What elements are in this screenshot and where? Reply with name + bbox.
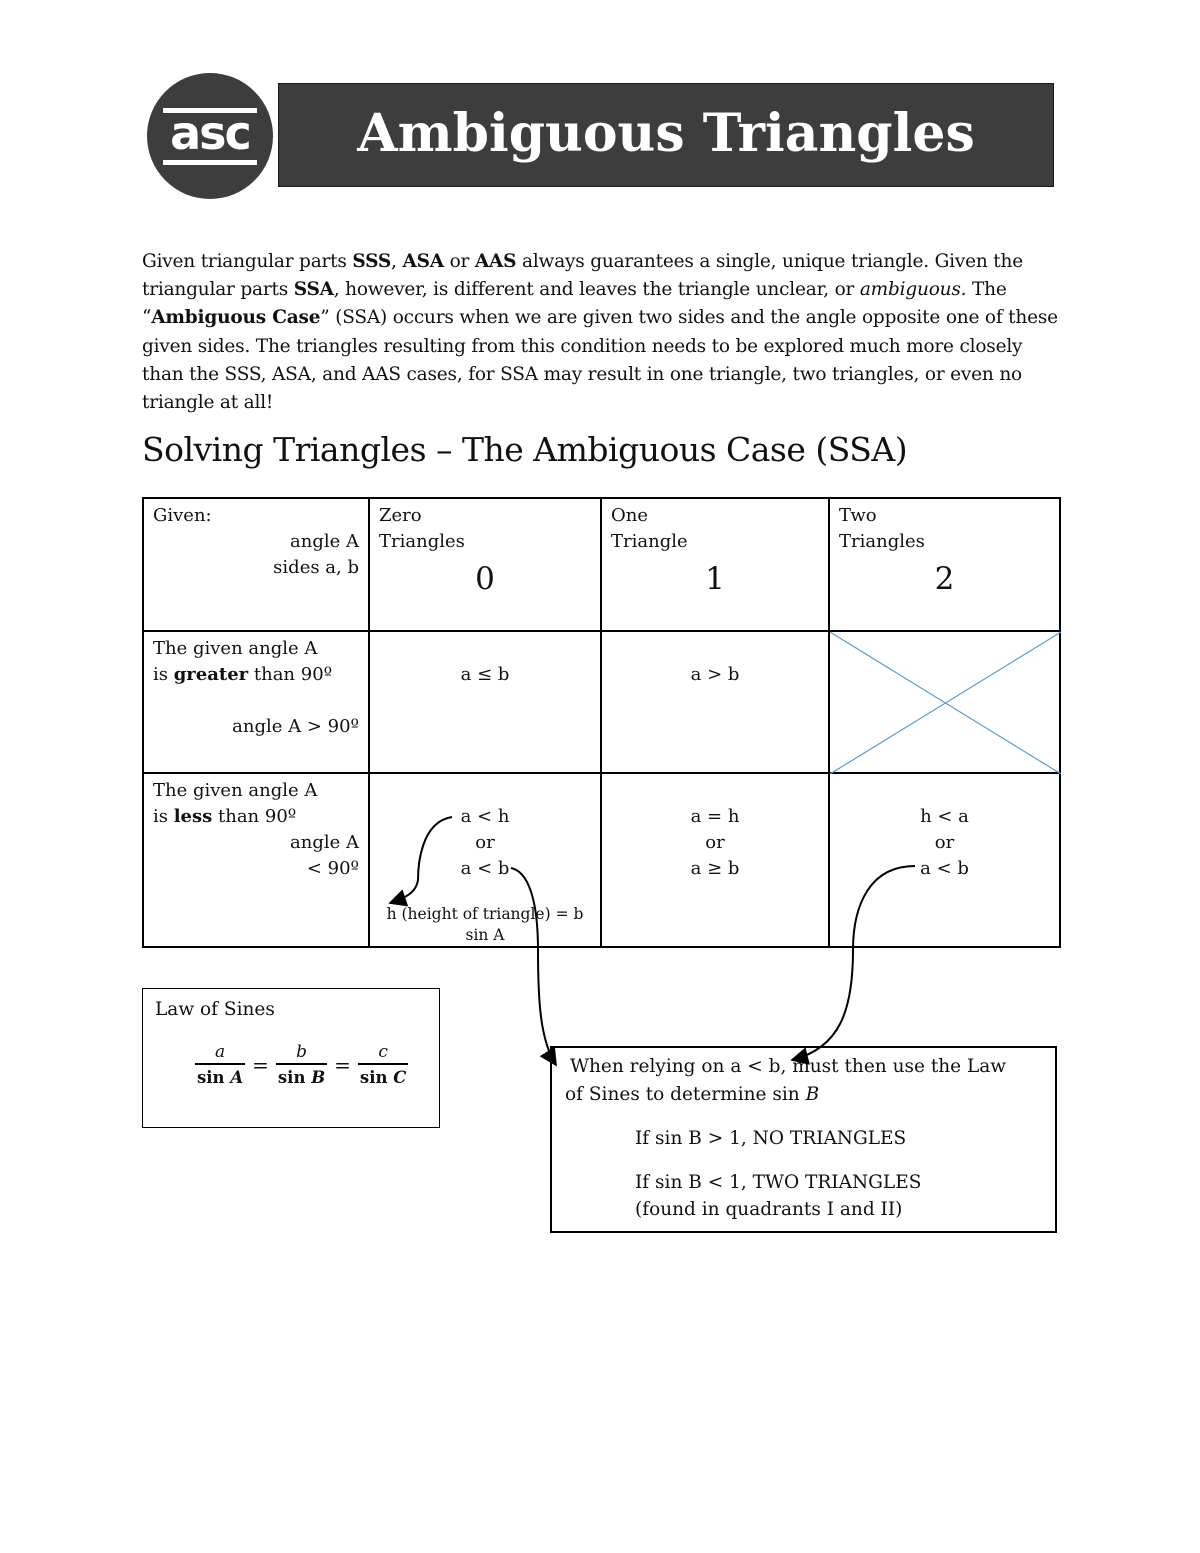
sin-fn: sin — [197, 1068, 231, 1087]
intro-text: or — [443, 251, 475, 272]
condition-one: a > b — [690, 664, 740, 685]
note-text: of Sines to determine sin — [565, 1084, 806, 1105]
condition-zero: a < b — [460, 858, 510, 879]
condition-zero: a < h — [460, 806, 510, 827]
row-label: The given angle A — [153, 638, 318, 659]
condition-two: a < b — [920, 858, 969, 879]
row-condition: angle A > 90º — [232, 716, 359, 737]
intro-text: Given triangular parts — [142, 251, 353, 272]
given-angle: angle A — [290, 531, 359, 552]
row-label-text: is — [153, 664, 174, 685]
condition-two: or — [934, 832, 955, 853]
sin-fn: sin — [277, 1068, 312, 1087]
note-var: B — [805, 1084, 820, 1105]
intro-text: ” (SSA) occurs when we are given two sides and the angle opposite one of these given sides. The triangles resulting from this condition needs to be explored much more closely than the SSS, ASA, and AAS cases, for SSA may result in one triangle, two triangles, or even no triangle at all! — [142, 307, 1058, 414]
row-condition: < 90º — [306, 858, 359, 879]
arrow-two-to-note — [792, 866, 915, 1060]
intro-text: The “ — [142, 279, 1007, 329]
height-note-line: h (height of triangle) = b — [386, 905, 584, 923]
numerator: a — [214, 1042, 226, 1062]
header-label: One — [611, 505, 649, 526]
given-label: Given: — [153, 505, 212, 526]
section-heading: Solving Triangles – The Ambiguous Case (SSA) — [142, 430, 908, 469]
angle-var: B — [311, 1068, 326, 1087]
note-case-quadrants: (found in quadrants I and II) — [635, 1199, 903, 1220]
condition-one: a ≥ b — [690, 858, 740, 879]
intro-text: , however, is different and leaves the triangle unclear, or — [333, 279, 860, 301]
arrow-zero-to-note — [511, 868, 556, 1065]
row-condition: angle A — [290, 832, 359, 853]
sin-fn: sin — [359, 1068, 394, 1087]
header-label: Two — [839, 505, 877, 526]
law-of-sines-label: Law of Sines — [155, 999, 275, 1020]
header-label: Triangles — [379, 531, 465, 552]
arrow-to-height-note — [390, 817, 452, 903]
header-label: Triangles — [839, 531, 925, 552]
numerator: b — [296, 1042, 307, 1062]
note-line: When relying on a < b, must then use the Law — [570, 1056, 1007, 1077]
intro-bold-aas: AAS — [474, 251, 517, 272]
row-label: The given angle A — [153, 780, 318, 801]
header-label: Zero — [379, 505, 422, 526]
row-label-text: than 90º — [212, 806, 297, 827]
row-label-text: is — [153, 806, 174, 827]
header-count: 0 — [475, 561, 495, 597]
logo-text: asc — [170, 106, 250, 160]
numerator: c — [378, 1042, 388, 1062]
header-label: Triangle — [611, 531, 688, 552]
equals-sign: = — [334, 1053, 351, 1077]
condition-one: or — [705, 832, 725, 853]
intro-text: always guarantees a single, unique triangle. Given the triangular parts — [142, 251, 1023, 301]
header-count: 2 — [934, 561, 955, 597]
page-title: Ambiguous Triangles — [357, 102, 975, 164]
row-label-text: than 90º — [248, 664, 333, 685]
condition-zero: or — [475, 832, 495, 853]
equals-sign: = — [252, 1053, 269, 1077]
note-case-no-triangles: If sin B > 1, NO TRIANGLES — [635, 1128, 907, 1149]
condition-zero: a ≤ b — [460, 664, 510, 685]
intro-bold-ssa: SSA — [293, 279, 334, 301]
intro-text: , — [391, 251, 403, 272]
angle-var: A — [230, 1068, 244, 1087]
condition-one: a = h — [690, 806, 740, 827]
header-count: 1 — [705, 561, 725, 597]
intro-italic-ambiguous: ambiguous. — [859, 279, 967, 301]
note-case-two-triangles: If sin B < 1, TWO TRIANGLES — [635, 1172, 922, 1193]
condition-two: h < a — [920, 806, 969, 827]
height-note-line: sin A — [465, 926, 505, 944]
intro-bold-asa: ASA — [402, 251, 444, 272]
intro-bold-sss: SSS — [352, 251, 392, 272]
row-label-bold: less — [173, 806, 213, 827]
intro-bold-ambiguous-case: Ambiguous Case — [151, 307, 321, 329]
angle-var: C — [393, 1068, 407, 1087]
row-label-bold: greater — [173, 664, 249, 685]
given-sides: sides a, b — [273, 557, 359, 578]
